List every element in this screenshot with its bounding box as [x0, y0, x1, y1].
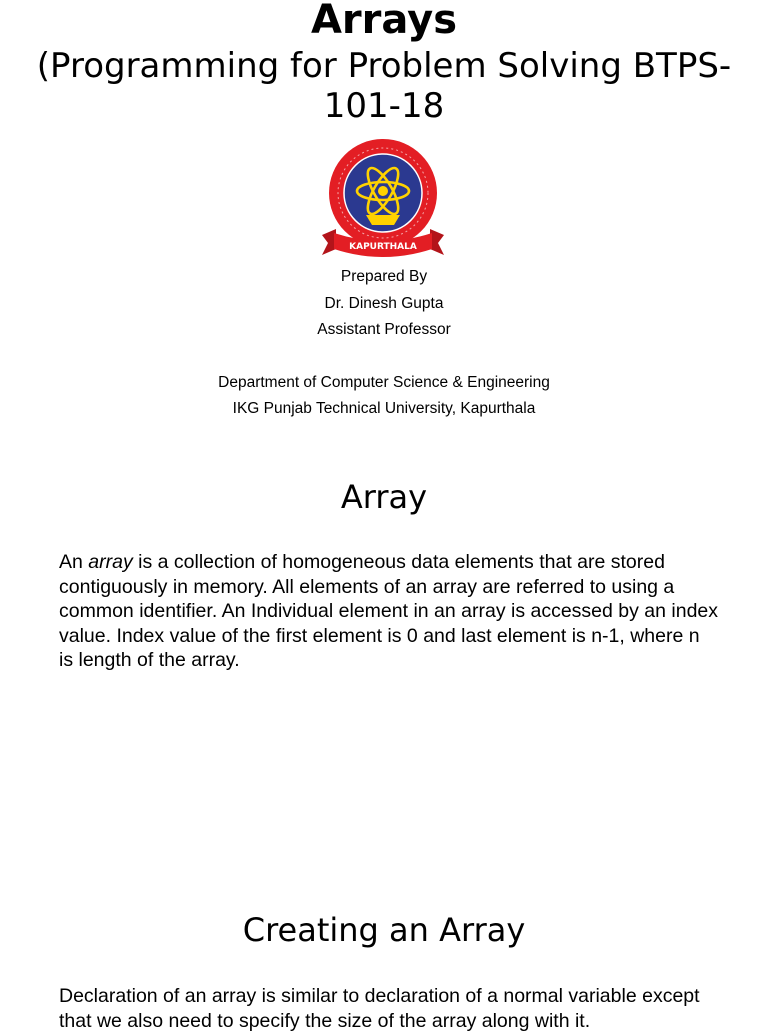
creating-array-paragraph: Declaration of an array is similar to declaration of a normal variable except that we also need to specify the size of the array along with it. — [59, 985, 700, 1032]
array-text-start: An — [59, 551, 89, 573]
section-heading-creating-array: Creating an Array — [242, 911, 526, 949]
prepared-by-label: Prepared By — [340, 268, 428, 285]
university-name: IKG Punjab Technical University, Kapurthala — [232, 400, 536, 417]
department-name: Department of Computer Science & Engineering — [218, 374, 550, 391]
course-subtitle-line-1: (Programming for Problem Solving BTPS- — [36, 46, 732, 86]
author-name: Dr. Dinesh Gupta — [324, 295, 444, 312]
array-italic-term: array — [88, 551, 133, 573]
section-heading-array: Array — [340, 478, 428, 516]
array-text-rest: is a collection of homogeneous data elements that are stored contiguously in memory. All elements of an array are referred to using a common identifier. An Individual element in an array is accessed by an index value. Index value of the first element is 0 and last element is n-1, where n is length of the array. — [59, 551, 719, 671]
university-seal-logo — [316, 137, 450, 263]
author-designation: Assistant Professor — [317, 321, 451, 338]
seal-banner-text: KAPURTHALA — [349, 242, 417, 252]
course-subtitle-line-2: 101-18 — [323, 86, 445, 126]
course-subtitle — [0, 46, 768, 126]
array-definition-paragraph — [59, 550, 719, 673]
page-title: Arrays — [310, 0, 458, 43]
